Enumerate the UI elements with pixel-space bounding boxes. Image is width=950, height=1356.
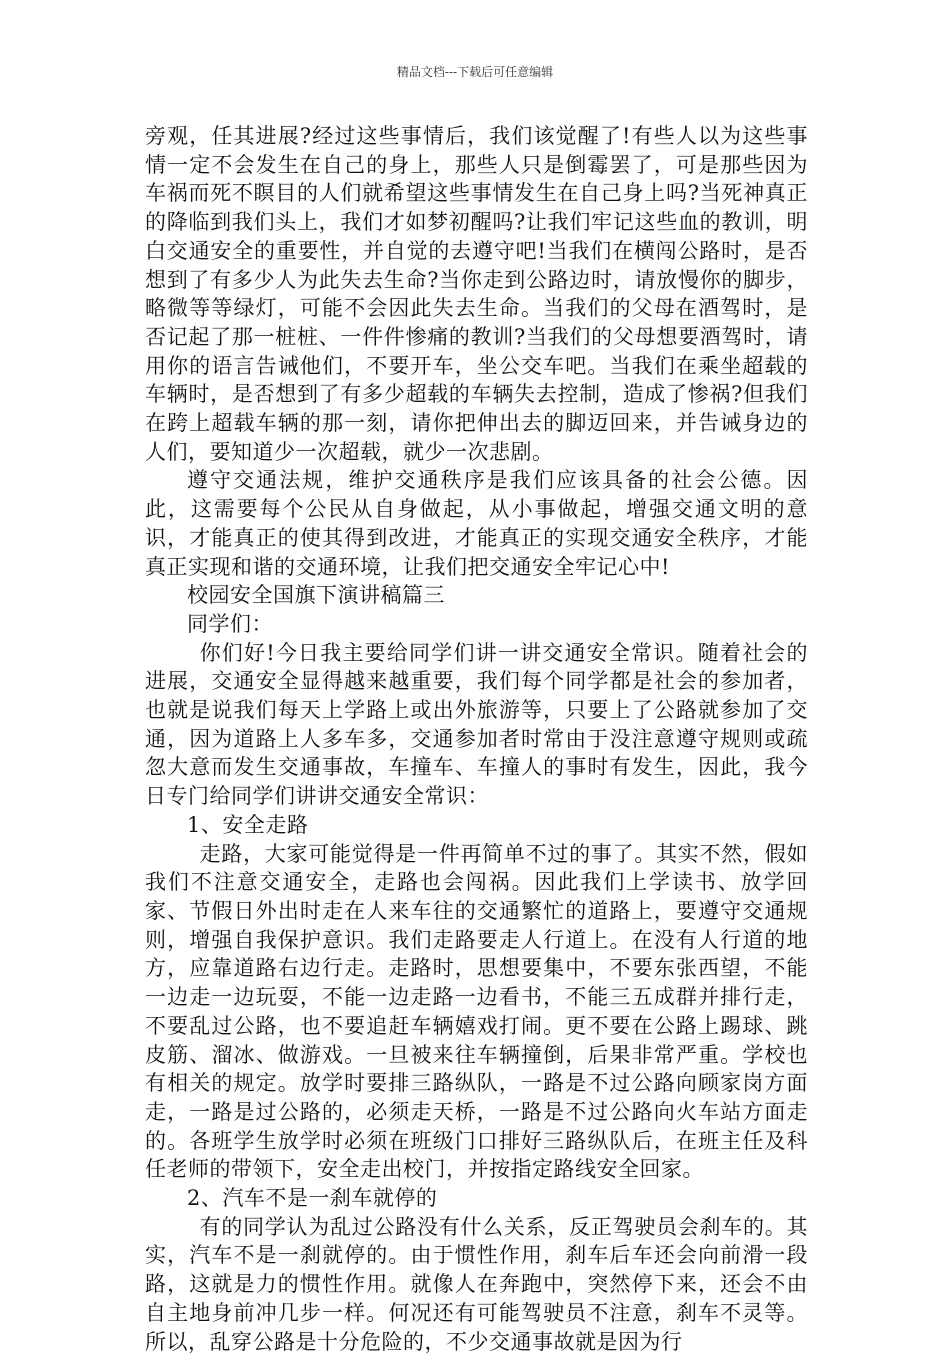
page-header: 精品文档---下载后可任意编辑 xyxy=(396,65,554,79)
heading-safe-walking: 1、安全走路 xyxy=(187,812,309,837)
paragraph-2: 遵守交通法规，维护交通秩序是我们应该具备的社会公德。因此，这需要每个公民从自身做起，从小事做起，增强交通文明的意识，才能真正的使其得到改进，才能真正的实现交通安全秩序，才能真正实现和谐的交通环境，让我们把交通安全牢记心中! xyxy=(145,468,808,579)
paragraph-1: 旁观，任其进展?经过这些事情后，我们该觉醒了!有些人以为这些事情一定不会发生在自己的身上，那些人只是倒霉罢了，可是那些因为车祸而死不瞑目的人们就希望这些事情发生在自己身上吗?当死神真正的降临到我们头上，我们才如梦初醒吗?让我们牢记这些血的教训，明白交通安全的重要性，并自觉的去遵守吧!当我们在横闯公路时，是否想到了有多少人为此失去生命?当你走到公路边时，请放慢你的脚步，略微等等绿灯，可能不会因此失去生命。当我们的父母在酒驾时，是否记起了那一桩桩、一件件惨痛的教训?当我们的父母想要酒驾时，请用你的语言告诫他们，不要开车，坐公交车吧。当我们在乘坐超载的车辆时，是否想到了有多少超载的车辆失去控制，造成了惨祸?但我们在跨上超载车辆的那一刻，请你把伸出去的脚迈回来，并告诫身边的人们，要知道少一次超载，就少一次悲剧。 xyxy=(145,124,808,464)
document-body xyxy=(145,122,808,1356)
paragraph-3: 你们好!今日我主要给同学们讲一讲交通安全常识。随着社会的进展，交通安全显得越来越重要，我们每个同学都是社会的参加者，也就是说我们每天上学路上或出外旅游等，只要上了公路就参加了交通，因为道路上人多车多，交通参加者时常由于没注意遵守规则或疏忽大意而发生交通事故，车撞车、车撞人的事时有发生，因此，我今日专门给同学们讲讲交通安全常识： xyxy=(145,640,808,809)
paragraph-5: 有的同学认为乱过公路没有什么关系，反正驾驶员会刹车的。其实，汽车不是一刹就停的。由于惯性作用，刹车后车还会向前滑一段路，这就是力的惯性作用。就像人在奔跑中，突然停下来，还会不由自主地身前冲几步一样。何况还有可能驾驶员不注意，刹车不灵等。所以，乱穿公路是十分危险的，不少交通事故就是因为行 xyxy=(145,1214,808,1354)
section-title: 校园安全国旗下演讲稿篇三 xyxy=(187,583,445,608)
salutation: 同学们： xyxy=(187,611,273,636)
paragraph-4: 走路，大家可能觉得是一件再简单不过的事了。其实不然，假如我们不注意交通安全，走路也会闯祸。因此我们上学读书、放学回家、节假日外出时走在人来车往的交通繁忙的道路上，要遵守交通规则，增强自我保护意识。我们走路要走人行道上。在没有人行道的地方，应靠道路右边行走。走路时，思想要集中，不要东张西望，不能一边走一边玩耍，不能一边走路一边看书，不能三五成群并排行走，不要乱过公路，也不要追赶车辆嬉戏打闹。更不要在公路上踢球、跳皮筋、溜冰、做游戏。一旦被来往车辆撞倒，后果非常严重。学校也有相关的规定。放学时要排三路纵队，一路是不过公路向顾家岗方面走，一路是过公路的，必须走天桥，一路是不过公路向火车站方面走的。各班学生放学时必须在班级门口排好三路纵队后，在班主任及科任老师的带领下，安全走出校门，并按指定路线安全回家。 xyxy=(145,841,808,1182)
heading-braking: 2、汽车不是一刹车就停的 xyxy=(187,1186,438,1211)
